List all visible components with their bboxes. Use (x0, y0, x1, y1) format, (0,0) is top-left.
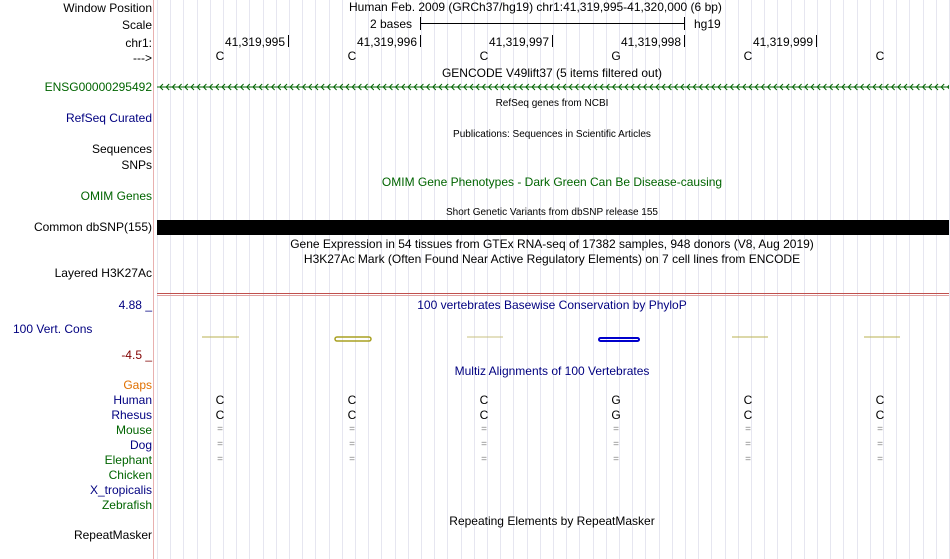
alignment-base: = (877, 454, 883, 465)
cons-min-label: -4.5 _ (121, 348, 152, 362)
ruler-tick (816, 35, 817, 47)
repeat-track-title[interactable]: Repeating Elements by RepeatMasker (449, 514, 655, 528)
species-label-human[interactable]: Human (113, 393, 152, 407)
cons-plot (157, 330, 949, 346)
gencode-gene-feature[interactable] (157, 81, 949, 93)
h3k27-label[interactable]: Layered H3K27Ac (54, 266, 152, 280)
alignment-base: C (875, 393, 885, 407)
dbsnp-variant-bar[interactable] (157, 220, 949, 235)
h3k27-baseline (157, 293, 949, 294)
alignment-base: = (481, 439, 487, 450)
species-label-elephant[interactable]: Elephant (104, 453, 152, 467)
refseq-label[interactable]: RefSeq Curated (65, 111, 152, 125)
alignment-base: C (479, 408, 489, 422)
alignment-base: = (613, 439, 619, 450)
gaps-label[interactable]: Gaps (123, 378, 152, 392)
alignment-base: C (875, 408, 885, 422)
alignment-base: = (877, 424, 883, 435)
ruler-position-label: 41,319,995 (224, 35, 285, 49)
alignment-base: G (611, 408, 621, 422)
cons-track-title[interactable]: 100 vertebrates Basewise Conservation by PhyloP (417, 298, 687, 312)
browser-title: Human Feb. 2009 (GRCh37/hg19) chr1:41,319,995-41,320,000 (6 bp) (349, 0, 722, 14)
scale-label: Scale (121, 18, 152, 32)
label-divider (153, 0, 154, 559)
omim-label[interactable]: OMIM Genes (80, 189, 152, 203)
alignment-base: = (349, 424, 355, 435)
alignment-base: = (217, 424, 223, 435)
alignment-base: = (613, 454, 619, 465)
alignment-base: = (877, 439, 883, 450)
sequence-base: C (743, 49, 753, 63)
species-label-chicken[interactable]: Chicken (108, 468, 152, 482)
ruler-position-label: 41,319,997 (488, 35, 549, 49)
alignment-base: C (479, 393, 489, 407)
ruler-tick (288, 35, 289, 47)
alignment-base: C (743, 393, 753, 407)
alignment-base: = (481, 424, 487, 435)
alignment-base: C (347, 393, 357, 407)
multiz-track-title[interactable]: Multiz Alignments of 100 Vertebrates (454, 364, 650, 378)
strand-label: ---> (133, 51, 152, 65)
gencode-gene-label[interactable]: ENSG00000295492 (44, 80, 152, 94)
cons-max-label: 4.88 _ (118, 298, 152, 312)
ruler-tick (420, 35, 421, 47)
cons-label[interactable]: 100 Vert. Cons (13, 322, 93, 336)
alignment-base: = (745, 439, 751, 450)
ruler-tick (684, 35, 685, 47)
alignment-base: C (743, 408, 753, 422)
ruler-position-label: 41,319,998 (620, 35, 681, 49)
refseq-track-title[interactable]: RefSeq genes from NCBI (495, 98, 609, 109)
h3k27-track-title[interactable]: H3K27Ac Mark (Often Found Near Active Regulatory Elements) on 7 cell lines from ENCODE (303, 252, 801, 266)
scale-bar (420, 23, 685, 24)
omim-track-title[interactable]: OMIM Gene Phenotypes - Dark Green Can Be Disease-causing (381, 175, 723, 189)
alignment-base: = (613, 424, 619, 435)
pubs-track-title[interactable]: Publications: Sequences in Scientific Articles (453, 129, 651, 140)
dbsnp-track-title[interactable]: Short Genetic Variants from dbSNP release 155 (446, 207, 658, 218)
snps-label[interactable]: SNPs (121, 158, 152, 172)
dbsnp-label[interactable]: Common dbSNP(155) (33, 220, 152, 234)
h3k27-baseline-shadow (157, 295, 949, 296)
alignment-base: G (611, 393, 621, 407)
sequence-base: G (611, 49, 621, 63)
alignment-base: C (215, 408, 225, 422)
alignment-base: = (745, 424, 751, 435)
chrom-label: chr1: (125, 36, 152, 50)
ruler-position-label: 41,319,996 (356, 35, 417, 49)
alignment-base: = (217, 439, 223, 450)
repeat-label[interactable]: RepeatMasker (73, 528, 152, 542)
ruler-position-label: 41,319,999 (752, 35, 813, 49)
sequence-base: C (479, 49, 489, 63)
alignment-base: = (349, 439, 355, 450)
window-position-label: Window Position (63, 1, 152, 15)
gtex-track-title[interactable]: Gene Expression in 54 tissues from GTEx RNA-seq of 17382 samples, 948 donors (V8, Aug 2019) (290, 237, 814, 251)
gencode-track-title[interactable]: GENCODE V49lift37 (5 items filtered out) (441, 66, 663, 80)
species-label-zebrafish[interactable]: Zebrafish (101, 498, 152, 512)
species-label-rhesus[interactable]: Rhesus (111, 408, 152, 422)
scale-text: 2 bases (370, 17, 413, 31)
alignment-base: = (217, 454, 223, 465)
sequence-base: C (215, 49, 225, 63)
alignment-base: C (347, 408, 357, 422)
species-label-x_tropicalis[interactable]: X_tropicalis (89, 483, 152, 497)
sequences-label[interactable]: Sequences (91, 142, 152, 156)
alignment-base: = (745, 454, 751, 465)
alignment-base: C (215, 393, 225, 407)
sequence-base: C (875, 49, 885, 63)
alignment-base: = (481, 454, 487, 465)
species-label-dog[interactable]: Dog (129, 438, 152, 452)
sequence-base: C (347, 49, 357, 63)
scale-bar-right-tick (684, 17, 685, 30)
assembly-label: hg19 (694, 17, 721, 31)
alignment-base: = (349, 454, 355, 465)
ruler-tick (552, 35, 553, 47)
species-label-mouse[interactable]: Mouse (115, 423, 152, 437)
